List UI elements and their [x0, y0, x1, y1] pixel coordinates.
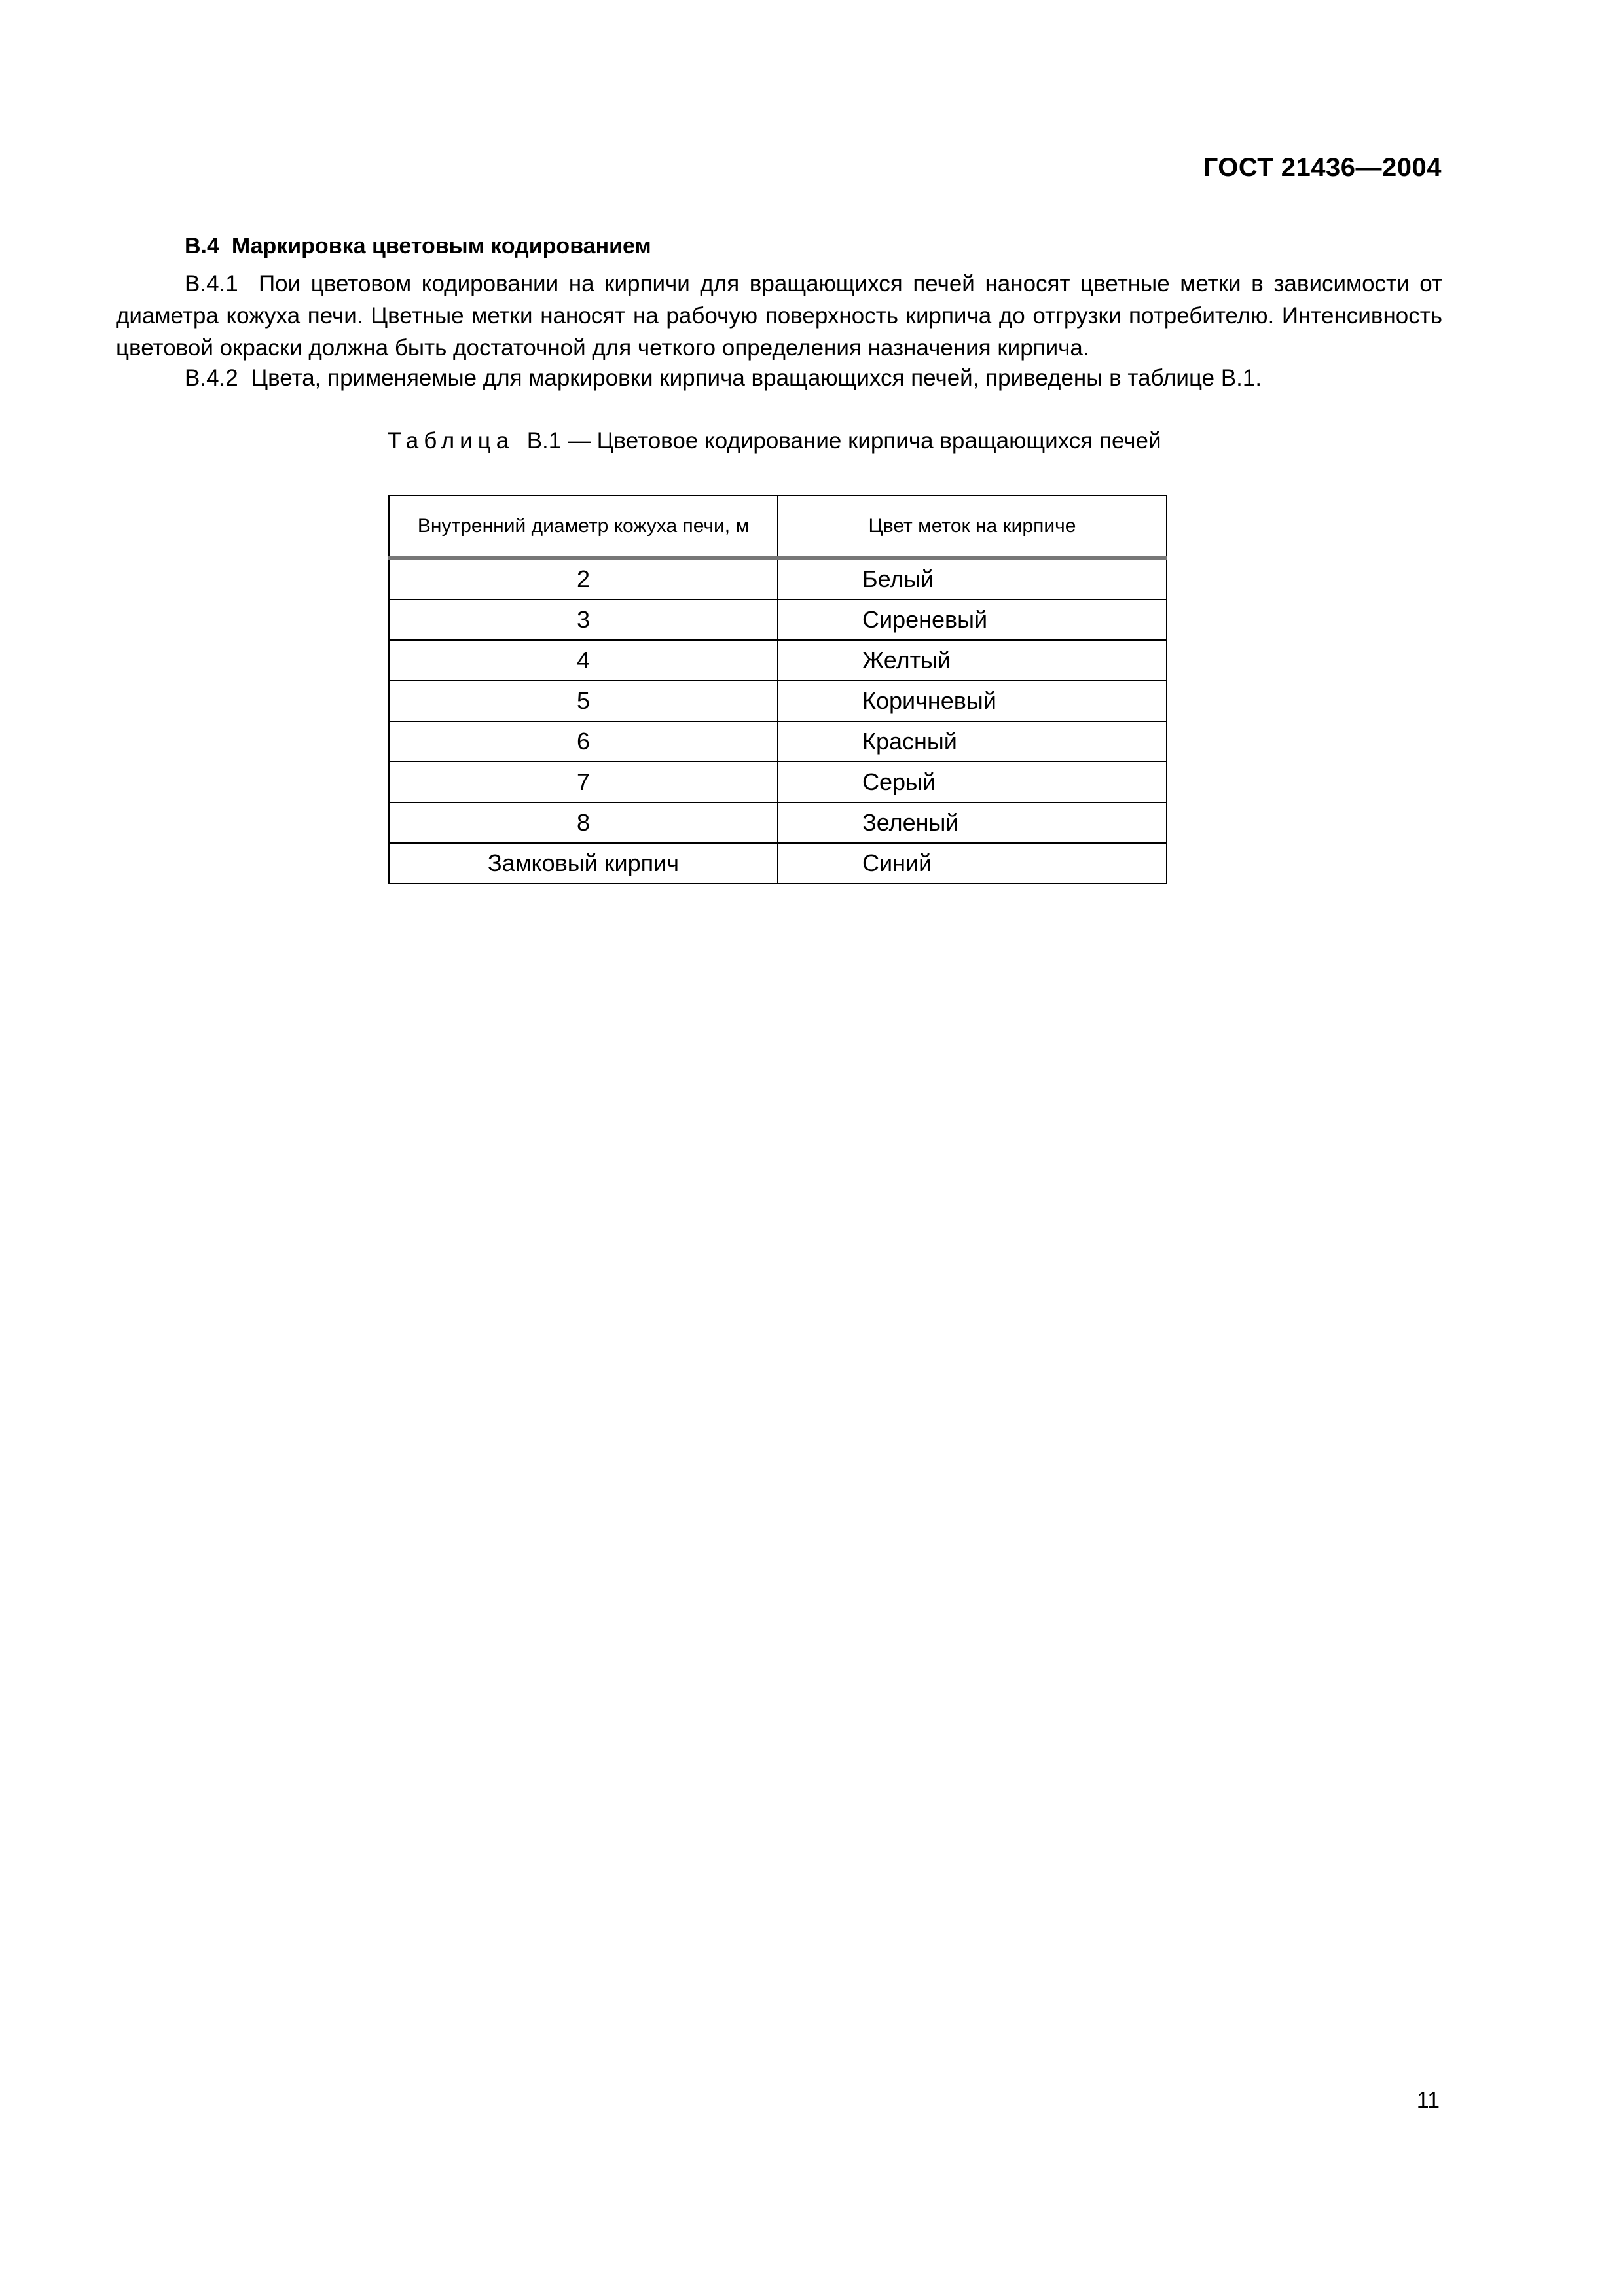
paragraph-text: Цвета, применяемые для маркировки кирпича вращающихся печей, приведены в таблице В.1.	[251, 365, 1262, 391]
table-row	[389, 600, 1167, 640]
cell-diameter: 5	[389, 681, 778, 721]
header-color: Цвет меток на кирпиче	[778, 495, 1167, 558]
paragraph-b41	[116, 268, 1442, 364]
paragraph-number: В.4.1	[185, 271, 238, 296]
document-code: ГОСТ 21436—2004	[1203, 153, 1442, 182]
table-row	[389, 558, 1167, 600]
color-coding-table	[388, 495, 1167, 884]
cell-diameter: 2	[389, 558, 778, 600]
cell-color: Белый	[778, 558, 1167, 600]
table-row	[389, 681, 1167, 721]
cell-color: Синий	[778, 843, 1167, 884]
cell-diameter: 7	[389, 762, 778, 802]
table-caption	[388, 428, 1173, 454]
table-caption-text: В.1 — Цветовое кодирование кирпича вращающихся печей	[526, 428, 1161, 454]
cell-color: Красный	[778, 721, 1167, 762]
table-row	[389, 721, 1167, 762]
cell-color: Сиреневый	[778, 600, 1167, 640]
table-row	[389, 640, 1167, 681]
cell-diameter: 8	[389, 802, 778, 843]
cell-color: Коричневый	[778, 681, 1167, 721]
cell-diameter: Замковый кирпич	[389, 843, 778, 884]
paragraph-number: В.4.2	[185, 365, 238, 391]
cell-diameter: 6	[389, 721, 778, 762]
table-row	[389, 843, 1167, 884]
paragraph-b42	[116, 362, 1442, 394]
cell-diameter: 4	[389, 640, 778, 681]
section-heading	[185, 234, 651, 259]
table-row	[389, 802, 1167, 843]
cell-color: Серый	[778, 762, 1167, 802]
header-diameter: Внутренний диаметр кожуха печи, м	[389, 495, 778, 558]
cell-color: Зеленый	[778, 802, 1167, 843]
cell-diameter: 3	[389, 600, 778, 640]
page-number: 11	[1416, 2088, 1440, 2113]
table-row	[389, 762, 1167, 802]
paragraph-text: Пои цветовом кодировании на кирпичи для вращающихся печей наносят цветные метки в зависимости от диаметра кожуха печи. Цветные метки наносят на рабочую поверхность кирпича до отгрузки потребителю. Интенсивность цветовой окраски должна быть достаточной для четкого определения назначения кирпича.	[116, 271, 1443, 361]
table-caption-prefix: Таблица	[388, 428, 515, 454]
section-title: Маркировка цветовым кодированием	[231, 234, 651, 259]
section-number: В.4	[185, 234, 219, 259]
table-header-row	[389, 495, 1167, 558]
cell-color: Желтый	[778, 640, 1167, 681]
